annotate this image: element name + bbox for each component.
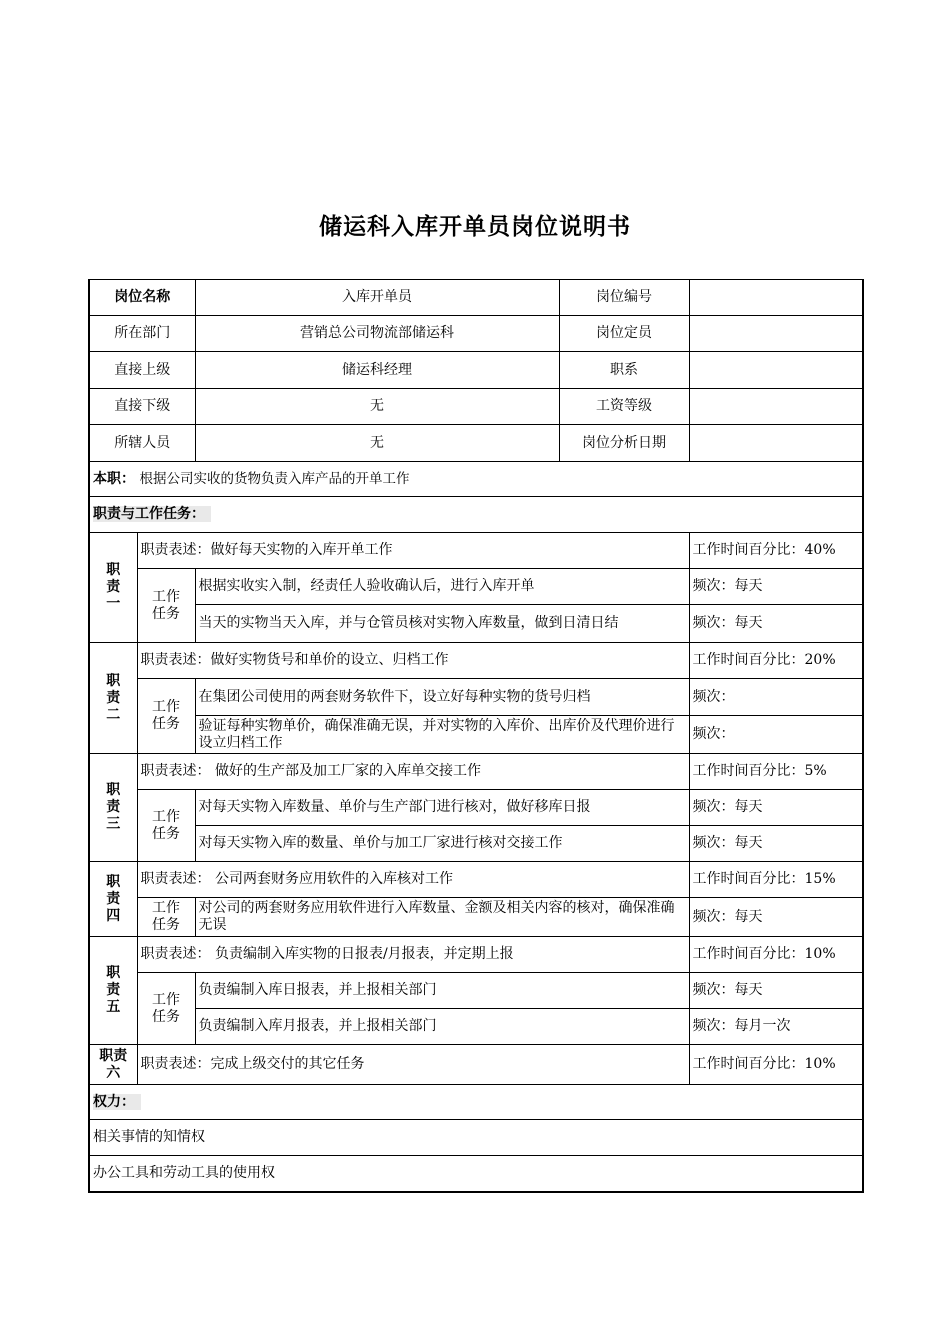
summary-label: 本职： [93,470,135,487]
field-value: 储运科经理 [195,352,559,389]
authority-row [89,1120,863,1156]
field-label: 所辖人员 [89,425,195,462]
duty-percent: 工作时间百分比：5% [689,754,863,790]
task-text: 对每天实物入库数量、单价与生产部门进行核对，做好移库日报 [195,790,689,826]
duty-percent: 工作时间百分比：40% [689,533,863,569]
duty-label: 职责 六 [89,1045,137,1085]
field-label: 岗位名称 [89,280,195,316]
duty-label: 职 责 二 [89,643,137,754]
task-text: 负责编制入库日报表，并上报相关部门 [195,973,689,1009]
task-label: 工作 任务 [137,898,195,937]
authority-heading-cell [89,1085,863,1120]
header-row [89,389,863,425]
duty-description: 职责表述：做好每天实物的入库开单工作 [137,533,689,569]
duty-description: 职责表述：完成上级交付的其它任务 [137,1045,689,1085]
task-frequency: 频次： [689,716,863,754]
field-value: 无 [195,425,559,462]
task-row [89,679,863,716]
job-description-table [88,279,864,1193]
task-text: 负责编制入库月报表，并上报相关部门 [195,1009,689,1045]
field-label: 工资等级 [559,389,689,425]
duty-label: 职 责 五 [89,937,137,1045]
duty-percent: 工作时间百分比：20% [689,643,863,679]
task-frequency: 频次：每天 [689,605,863,643]
field-label: 职系 [559,352,689,389]
authority-row [89,1156,863,1192]
task-text: 根据实收实入制，经责任人验收确认后，进行入库开单 [195,569,689,605]
task-row [89,569,863,605]
duty-description: 职责表述：做好实物货号和单价的设立、归档工作 [137,643,689,679]
field-value [689,425,863,462]
authority-item: 办公工具和劳动工具的使用权 [89,1156,863,1192]
duty-label: 职 责 三 [89,754,137,862]
duty-description: 职责表述： 做好的生产部及加工厂家的入库单交接工作 [137,754,689,790]
task-text: 对公司的两套财务应用软件进行入库数量、金额及相关内容的核对，确保准确无误 [195,898,689,937]
page-title: 储运科入库开单员岗位说明书 [319,214,631,240]
header-row [89,352,863,389]
task-text: 对每天实物入库的数量、单价与加工厂家进行核对交接工作 [195,826,689,862]
task-frequency: 频次：每天 [689,826,863,862]
task-row [89,605,863,643]
header-row [89,316,863,352]
section-heading-row [89,497,863,533]
duties-heading-cell [89,497,863,533]
task-row [89,716,863,754]
task-row [89,973,863,1009]
task-frequency: 频次：每天 [689,790,863,826]
summary-text: 根据公司实收的货物负责入库产品的开单工作 [139,470,410,487]
summary-cell [89,462,863,497]
task-frequency: 频次：每天 [689,569,863,605]
summary-row [89,462,863,497]
task-row [89,1009,863,1045]
field-value [689,389,863,425]
header-row [89,425,863,462]
task-label: 工作 任务 [137,790,195,862]
authority-heading: 权力： [93,1094,141,1110]
task-row [89,826,863,862]
field-label: 直接下级 [89,389,195,425]
duty-row [89,754,863,790]
duty-label: 职 责 一 [89,533,137,643]
field-value: 营销总公司物流部储运科 [195,316,559,352]
field-label: 所在部门 [89,316,195,352]
field-value [689,316,863,352]
task-text: 验证每种实物单价，确保准确无误，并对实物的入库价、出库价及代理价进行设立归档工作 [195,716,689,754]
duty-percent: 工作时间百分比：10% [689,937,863,973]
duty-percent: 工作时间百分比：10% [689,1045,863,1085]
authority-item: 相关事情的知情权 [89,1120,863,1156]
task-label: 工作 任务 [137,569,195,643]
task-frequency: 频次： [689,679,863,716]
task-label: 工作 任务 [137,679,195,754]
task-text: 当天的实物当天入库，并与仓管员核对实物入库数量，做到日清日结 [195,605,689,643]
field-value [689,280,863,316]
duties-heading: 职责与工作任务： [93,506,211,522]
field-value: 入库开单员 [195,280,559,316]
field-label: 岗位编号 [559,280,689,316]
task-frequency: 频次：每天 [689,973,863,1009]
field-label: 岗位分析日期 [559,425,689,462]
task-frequency: 频次：每月一次 [689,1009,863,1045]
duty-percent: 工作时间百分比：15% [689,862,863,898]
field-value [689,352,863,389]
duty-row [89,643,863,679]
task-label: 工作 任务 [137,973,195,1045]
duty-description: 职责表述： 公司两套财务应用软件的入库核对工作 [137,862,689,898]
duty-description: 职责表述： 负责编制入库实物的日报表/月报表，并定期上报 [137,937,689,973]
task-text: 在集团公司使用的两套财务软件下，设立好每种实物的货号归档 [195,679,689,716]
field-label: 直接上级 [89,352,195,389]
header-row [89,280,863,316]
task-frequency: 频次：每天 [689,898,863,937]
field-value: 无 [195,389,559,425]
field-label: 岗位定员 [559,316,689,352]
task-row [89,790,863,826]
duty-row [89,862,863,898]
duty-label: 职 责 四 [89,862,137,937]
task-row [89,898,863,937]
duty-row [89,937,863,973]
section-heading-row [89,1085,863,1120]
duty-row [89,533,863,569]
duty-row [89,1045,863,1085]
